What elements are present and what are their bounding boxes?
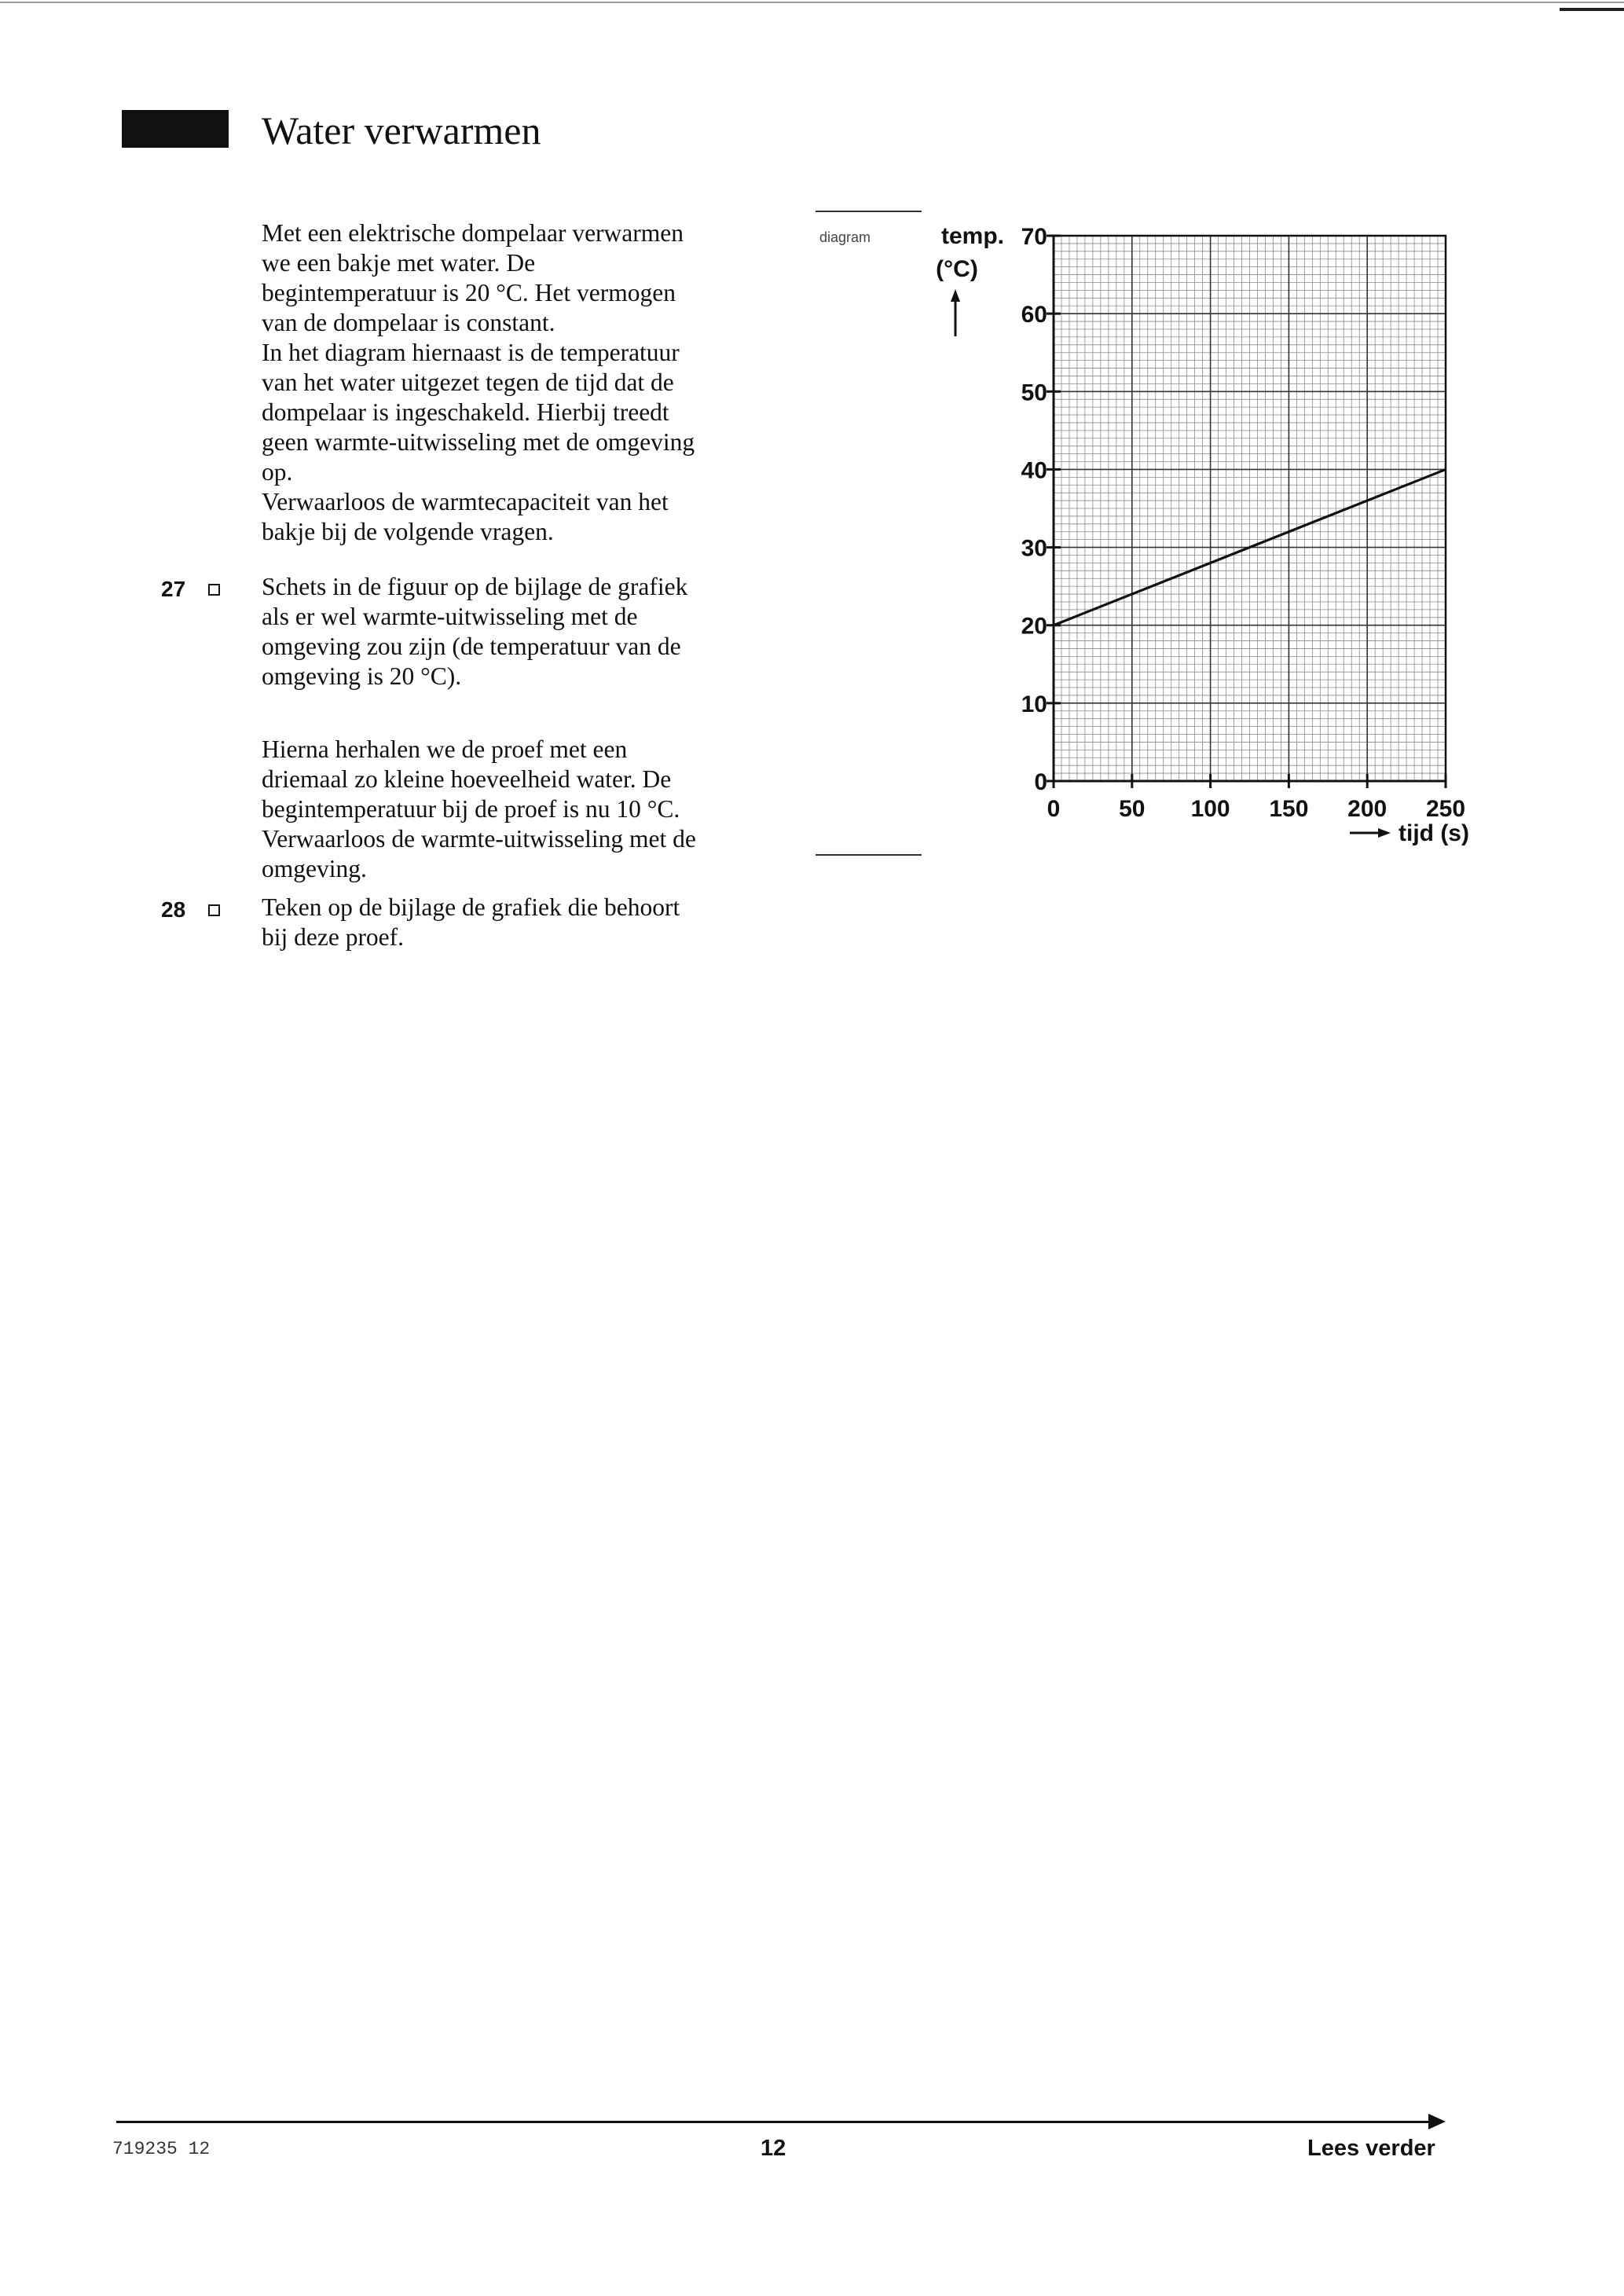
lees-verder-link[interactable]: Lees verder	[1307, 2136, 1435, 2161]
y-axis-unit: (°C)	[936, 256, 978, 282]
top-rule-accent	[1560, 8, 1624, 11]
diagram-label: diagram	[819, 229, 871, 245]
text-line: bakje bij de volgende vragen.	[262, 518, 554, 545]
text-line: geen warmte-uitwisseling met de omgeving	[262, 428, 695, 456]
x-axis-label: tijd (s)	[1399, 820, 1469, 846]
y-tick-label: 30	[1021, 535, 1047, 562]
text-line: begintemperatuur bij de proef is nu 10 °C.	[262, 795, 680, 823]
section-title: Water verwarmen	[262, 108, 541, 152]
footer-rule	[116, 2121, 1430, 2123]
y-tick-label: 50	[1021, 380, 1047, 406]
y-axis-arrow-icon	[951, 289, 960, 336]
footer-arrow-icon	[1428, 2114, 1446, 2129]
page-number: 12	[761, 2136, 786, 2161]
text-line: Teken op de bijlage de grafiek die behoort	[262, 893, 680, 921]
y-tick-label: 70	[1021, 224, 1047, 250]
y-axis-label: temp.	[940, 223, 1005, 249]
x-tick-label: 50	[1119, 796, 1146, 822]
x-tick-label: 200	[1347, 796, 1388, 822]
text-line: driemaal zo kleine hoeveelheid water. De	[262, 765, 672, 793]
x-tick-label: 150	[1269, 796, 1309, 822]
middle-paragraph	[262, 735, 804, 884]
x-axis-arrow-icon	[1350, 828, 1391, 838]
question-27-text	[262, 572, 804, 691]
question-28-text	[262, 893, 804, 952]
y-tick-label: 20	[1021, 613, 1047, 640]
text-line: In het diagram hiernaast is de temperatuur	[262, 339, 680, 366]
footer-code: 719235 12	[112, 2139, 211, 2159]
text-line: Met een elektrische dompelaar verwarmen	[262, 219, 684, 247]
text-line: omgeving is 20 °C).	[262, 662, 462, 690]
intro-paragraph	[262, 218, 804, 547]
question-number-27: 27	[161, 577, 186, 601]
text-line: omgeving zou zijn (de temperatuur van de	[262, 633, 681, 660]
y-tick-label: 60	[1021, 302, 1047, 328]
text-line: Verwaarloos de warmte-uitwisseling met de	[262, 825, 696, 853]
question-28-checkbox[interactable]	[208, 904, 220, 916]
question-27-checkbox[interactable]	[208, 584, 220, 596]
y-tick-label: 0	[1034, 769, 1047, 795]
text-line: van het water uitgezet tegen de tijd dat de	[262, 369, 674, 396]
text-line: dompelaar is ingeschakeld. Hierbij treedt	[262, 398, 669, 426]
top-rule	[0, 2, 1624, 3]
question-number-28: 28	[161, 897, 186, 922]
text-line: bij deze proef.	[262, 923, 405, 951]
text-line: Hierna herhalen we de proef met een	[262, 735, 628, 763]
temperature-time-chart	[904, 212, 1501, 864]
text-line: Schets in de figuur op de bijlage de grafiek	[262, 573, 688, 600]
text-line: als er wel warmte-uitwisseling met de	[262, 603, 638, 630]
chart-minor-grid	[1054, 236, 1446, 781]
text-line: we een bakje met water. De	[262, 249, 536, 277]
text-line: omgeving.	[262, 855, 367, 882]
x-tick-label: 250	[1425, 796, 1466, 822]
text-line: op.	[262, 458, 293, 486]
text-line: van de dompelaar is constant.	[262, 309, 555, 336]
x-tick-label: 100	[1190, 796, 1230, 822]
section-marker	[122, 110, 229, 148]
text-line: begintemperatuur is 20 °C. Het vermogen	[262, 279, 676, 306]
y-tick-label: 10	[1021, 691, 1047, 717]
text-line: Verwaarloos de warmtecapaciteit van het	[262, 488, 669, 515]
y-tick-label: 40	[1021, 457, 1047, 484]
chart-ticks	[1047, 236, 1446, 788]
x-tick-label: 0	[1047, 796, 1061, 822]
